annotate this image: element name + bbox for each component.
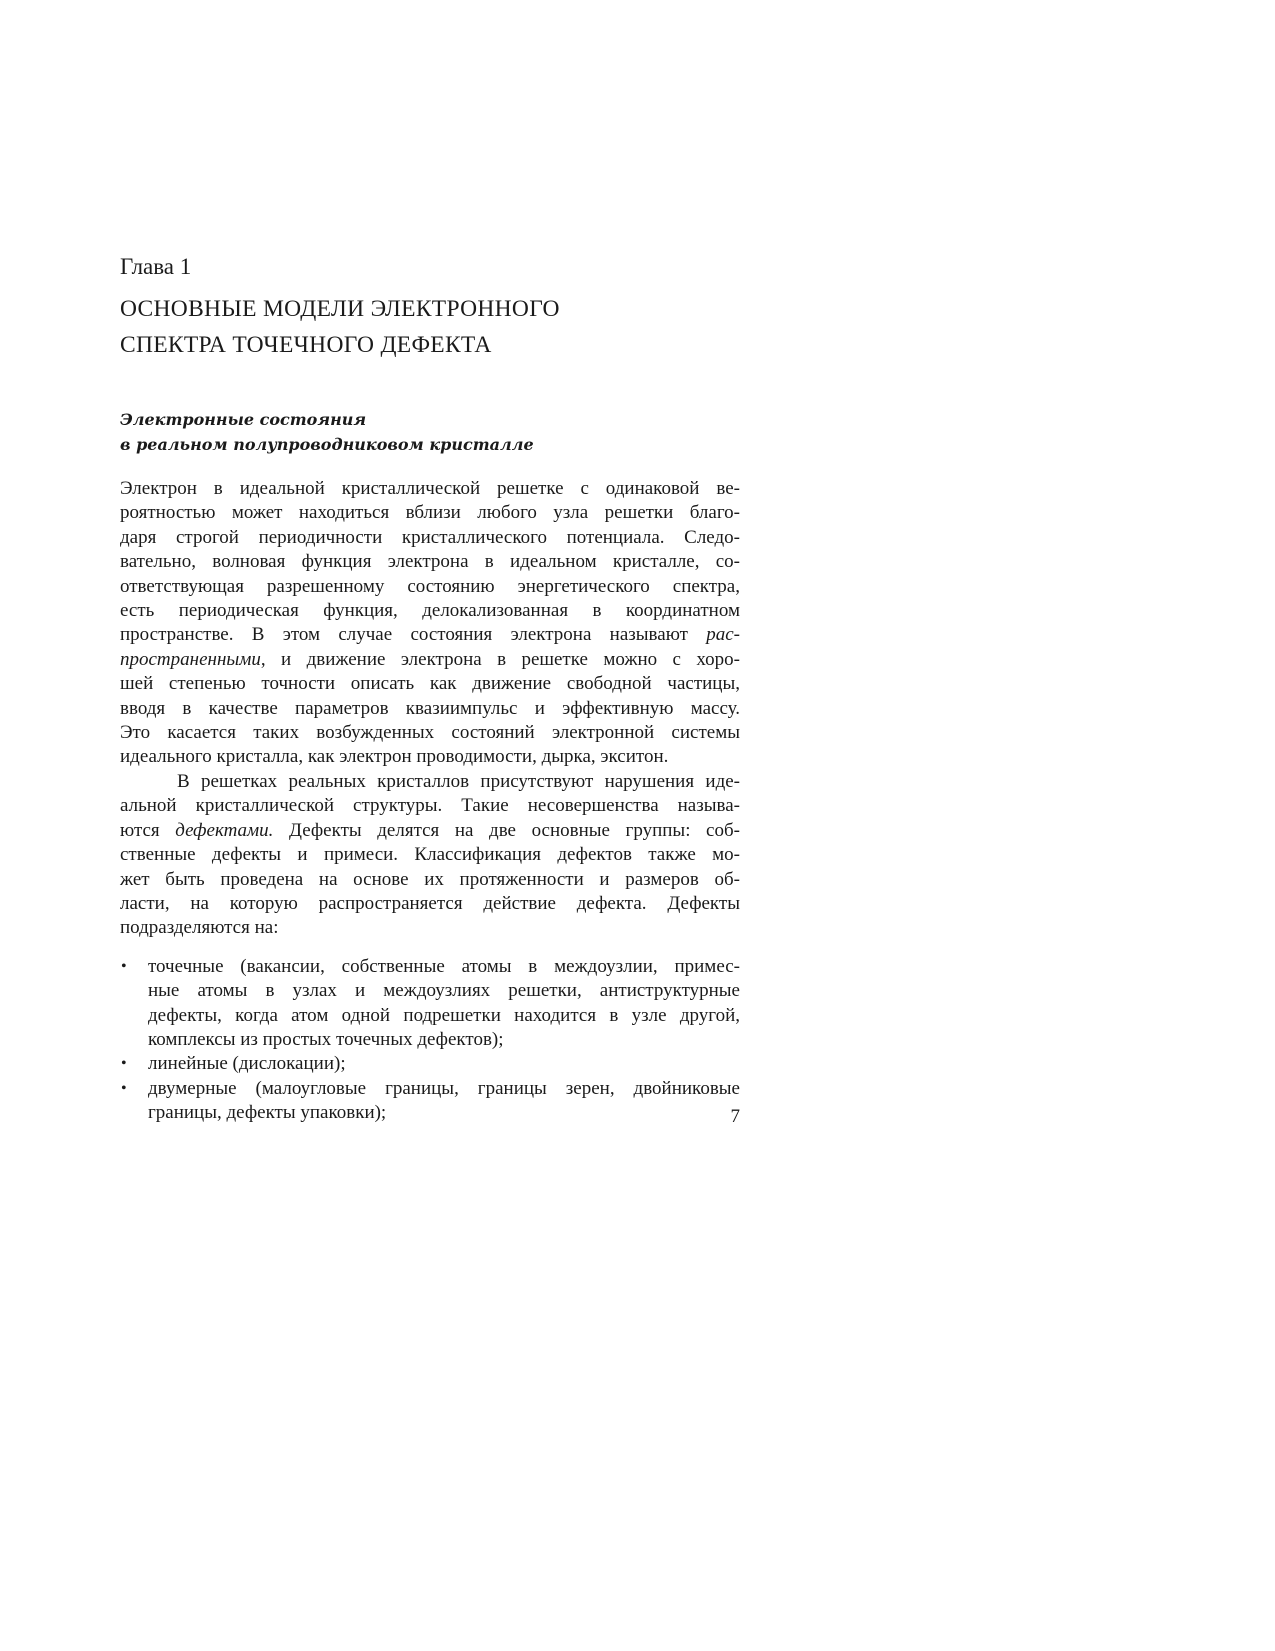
italic-term: дефектами.	[175, 819, 274, 841]
chapter-label: Глава 1	[120, 254, 192, 279]
paragraph-1	[120, 477, 740, 770]
text-line: жет быть проведена на основе их протяженности и размеров об-	[120, 868, 740, 890]
text-line	[120, 623, 740, 647]
text-line: роятностью может находиться вблизи любого узла решетки благо-	[120, 502, 740, 524]
italic-term: пространенными	[120, 648, 261, 670]
text-line: границы, дефекты упаковки);	[148, 1102, 387, 1124]
chapter-title-line: СПЕКТРА ТОЧЕЧНОГО ДЕФЕКТА	[120, 332, 492, 358]
text-line: вательно, волновая функция электрона в идеальном кристалле, со-	[120, 551, 740, 573]
text-line	[120, 819, 740, 843]
bullet-icon: •	[121, 957, 127, 975]
text-fragment: , и движение электрона в решетке можно с хоро-	[260, 648, 740, 670]
text-line: дефекты, когда атом одной подрешетки находится в узле другой,	[148, 1004, 740, 1026]
text-line: точечные (вакансии, собственные атомы в междоузлии, примес-	[148, 955, 740, 977]
text-line: шей степенью точности описать как движение свободной частицы,	[120, 673, 740, 695]
text-line: В решетках реальных кристаллов присутствуют нарушения иде-	[177, 770, 740, 792]
text-line: даря строгой периодичности кристаллического потенциала. Следо-	[120, 526, 740, 548]
bullet-icon: •	[121, 1055, 127, 1073]
text-line: ласти, на которую распространяется действие дефекта. Дефекты	[120, 892, 740, 914]
text-line: ответствующая разрешенному состоянию энергетического спектра,	[120, 575, 740, 597]
text-line: линейные (дислокации);	[148, 1053, 346, 1075]
page-number: 7	[730, 1106, 740, 1127]
list-item	[120, 1052, 740, 1076]
text-line: вводя в качестве параметров квазиимпульс и эффективную массу.	[120, 697, 740, 719]
section-heading-line: в реальном полупроводниковом кристалле	[120, 434, 534, 454]
text-line: ственные дефекты и примеси. Классификация дефектов также мо-	[120, 844, 740, 866]
text-fragment: ются	[120, 819, 176, 841]
text-line: подразделяются на:	[120, 917, 279, 939]
text-fragment: пространстве. В этом случае состояния электрона называют	[120, 624, 707, 646]
text-line: есть периодическая функция, делокализованная в координатном	[120, 600, 740, 622]
text-line: идеального кристалла, как электрон проводимости, дырка, экситон.	[120, 746, 669, 768]
text-line: двумерные (малоугловые границы, границы зерен, двойниковые	[148, 1077, 740, 1099]
italic-term: рас-	[706, 624, 740, 646]
text-line: альной кристаллической структуры. Такие несовершенства называ-	[120, 795, 740, 817]
chapter-title-line: ОСНОВНЫЕ МОДЕЛИ ЭЛЕКТРОННОГО	[120, 296, 560, 322]
list-item	[120, 955, 740, 1053]
list-item	[120, 1077, 740, 1126]
text-line: Это касается таких возбужденных состояний электронной системы	[120, 722, 740, 744]
body-text	[120, 477, 740, 1126]
text-fragment: Дефекты делятся на две основные группы: соб-	[273, 819, 740, 841]
section-heading-line: Электронные состояния	[120, 410, 367, 429]
defect-types-list	[120, 955, 740, 1126]
text-line: Электрон в идеальной кристаллической решетке с одинаковой ве-	[120, 478, 740, 499]
chapter-title	[120, 291, 740, 363]
paragraph-2	[120, 770, 740, 941]
text-line: комплексы из простых точечных дефектов);	[148, 1028, 504, 1050]
bullet-icon: •	[121, 1079, 127, 1097]
section-heading	[120, 408, 740, 457]
text-line	[120, 648, 740, 672]
text-line: ные атомы в узлах и междоузлиях решетки, антиструктурные	[148, 980, 740, 1002]
